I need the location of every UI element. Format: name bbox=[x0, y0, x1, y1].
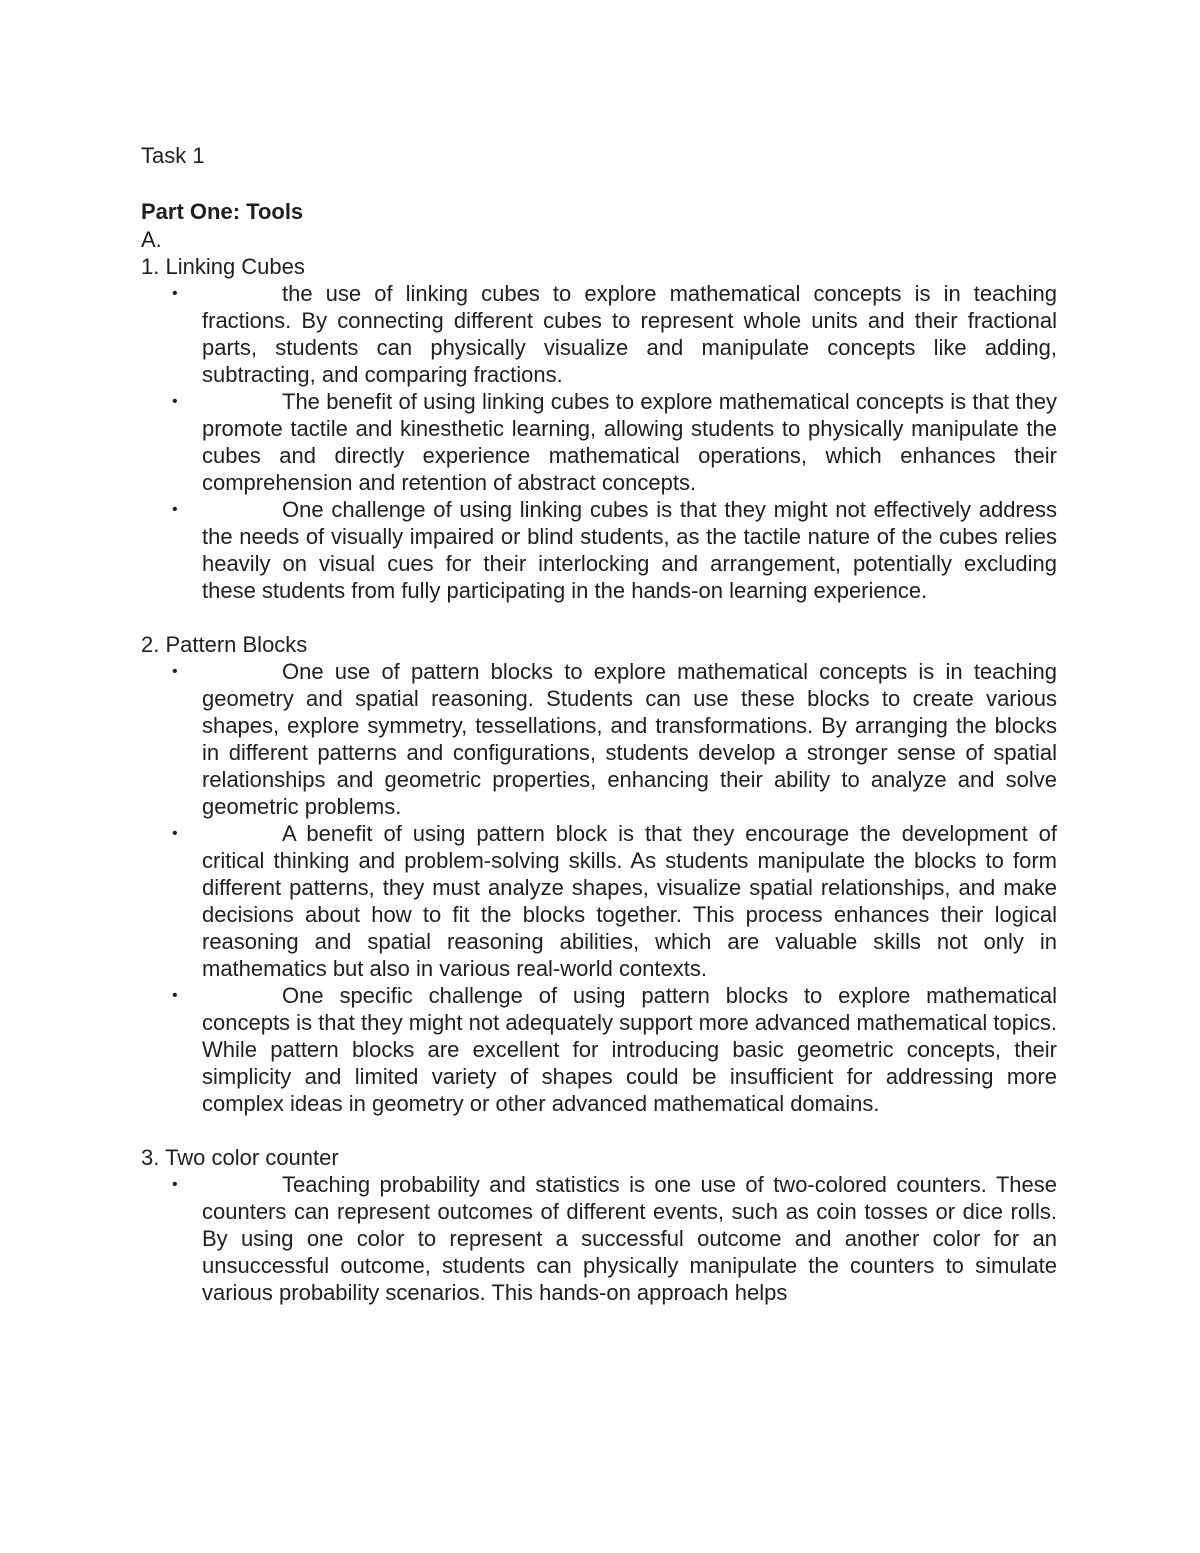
list-item bbox=[141, 820, 1057, 982]
section-pattern-blocks bbox=[141, 631, 1057, 1117]
bullet-icon: • bbox=[172, 501, 178, 518]
task-title: Task 1 bbox=[141, 143, 205, 168]
bullet-icon: • bbox=[172, 393, 178, 410]
bullet-text: One challenge of using linking cubes is that they might not effectively address the needs of visually impaired or blind students, as the tactile nature of the cubes relies heavily on visual cues for their interlocking and arrangement, potentially excluding these students from fully participating in the hands-on learning experience. bbox=[202, 497, 1057, 603]
list-item bbox=[141, 982, 1057, 1117]
bullet-list bbox=[141, 280, 1057, 604]
bullet-list bbox=[141, 1171, 1057, 1306]
list-item bbox=[141, 280, 1057, 388]
section-letter: A. bbox=[141, 227, 162, 252]
bullet-text: Teaching probability and statistics is one use of two-colored counters. These counters can represent outcomes of different events, such as coin tosses or dice rolls. By using one color to represent a successful outcome and another color for an unsuccessful outcome, students can physically manipulate the counters to simulate various probability scenarios. This hands-on approach helps bbox=[202, 1172, 1057, 1305]
document-page bbox=[141, 140, 1057, 1306]
bullet-text: A benefit of using pattern block is that they encourage the development of critical thinking and problem-solving skills. As students manipulate the blocks to form different patterns, they must analyze shapes, visualize spatial relationships, and make decisions about how to fit the blocks together. This process enhances their logical reasoning and spatial reasoning abilities, which are valuable skills not only in mathematics but also in various real-world contexts. bbox=[202, 821, 1057, 981]
section-linking-cubes bbox=[141, 253, 1057, 604]
bullet-icon: • bbox=[172, 663, 178, 680]
bullet-list bbox=[141, 658, 1057, 1117]
bullet-icon: • bbox=[172, 1176, 178, 1193]
part-title: Part One: Tools bbox=[141, 199, 304, 224]
section-title: 3. Two color counter bbox=[141, 1145, 339, 1170]
list-item bbox=[141, 1171, 1057, 1306]
section-title: 2. Pattern Blocks bbox=[141, 632, 308, 657]
bullet-icon: • bbox=[172, 825, 178, 842]
list-item bbox=[141, 388, 1057, 496]
bullet-icon: • bbox=[172, 987, 178, 1004]
bullet-text: One specific challenge of using pattern blocks to explore mathematical concepts is that they might not adequately support more advanced mathematical topics. While pattern blocks are excellent for introducing basic geometric concepts, their simplicity and limited variety of shapes could be insufficient for addressing more complex ideas in geometry or other advanced mathematical domains. bbox=[202, 983, 1057, 1116]
section-title: 1. Linking Cubes bbox=[141, 254, 305, 279]
bullet-text: One use of pattern blocks to explore mathematical concepts is in teaching geometry and spatial reasoning. Students can use these blocks to create various shapes, explore symmetry, tessellations, and transformations. By arranging the blocks in different patterns and configurations, students develop a stronger sense of spatial relationships and geometric properties, enhancing their ability to analyze and solve geometric problems. bbox=[202, 659, 1057, 819]
bullet-icon: • bbox=[172, 285, 178, 302]
list-item bbox=[141, 658, 1057, 820]
bullet-text: the use of linking cubes to explore mathematical concepts is in teaching fractions. By connecting different cubes to represent whole units and their fractional parts, students can physically visualize and manipulate concepts like adding, subtracting, and comparing fractions. bbox=[202, 281, 1057, 387]
bullet-text: The benefit of using linking cubes to explore mathematical concepts is that they promote tactile and kinesthetic learning, allowing students to physically manipulate the cubes and directly experience mathematical operations, which enhances their comprehension and retention of abstract concepts. bbox=[202, 389, 1057, 495]
list-item bbox=[141, 496, 1057, 604]
section-two-color-counter bbox=[141, 1144, 1057, 1306]
